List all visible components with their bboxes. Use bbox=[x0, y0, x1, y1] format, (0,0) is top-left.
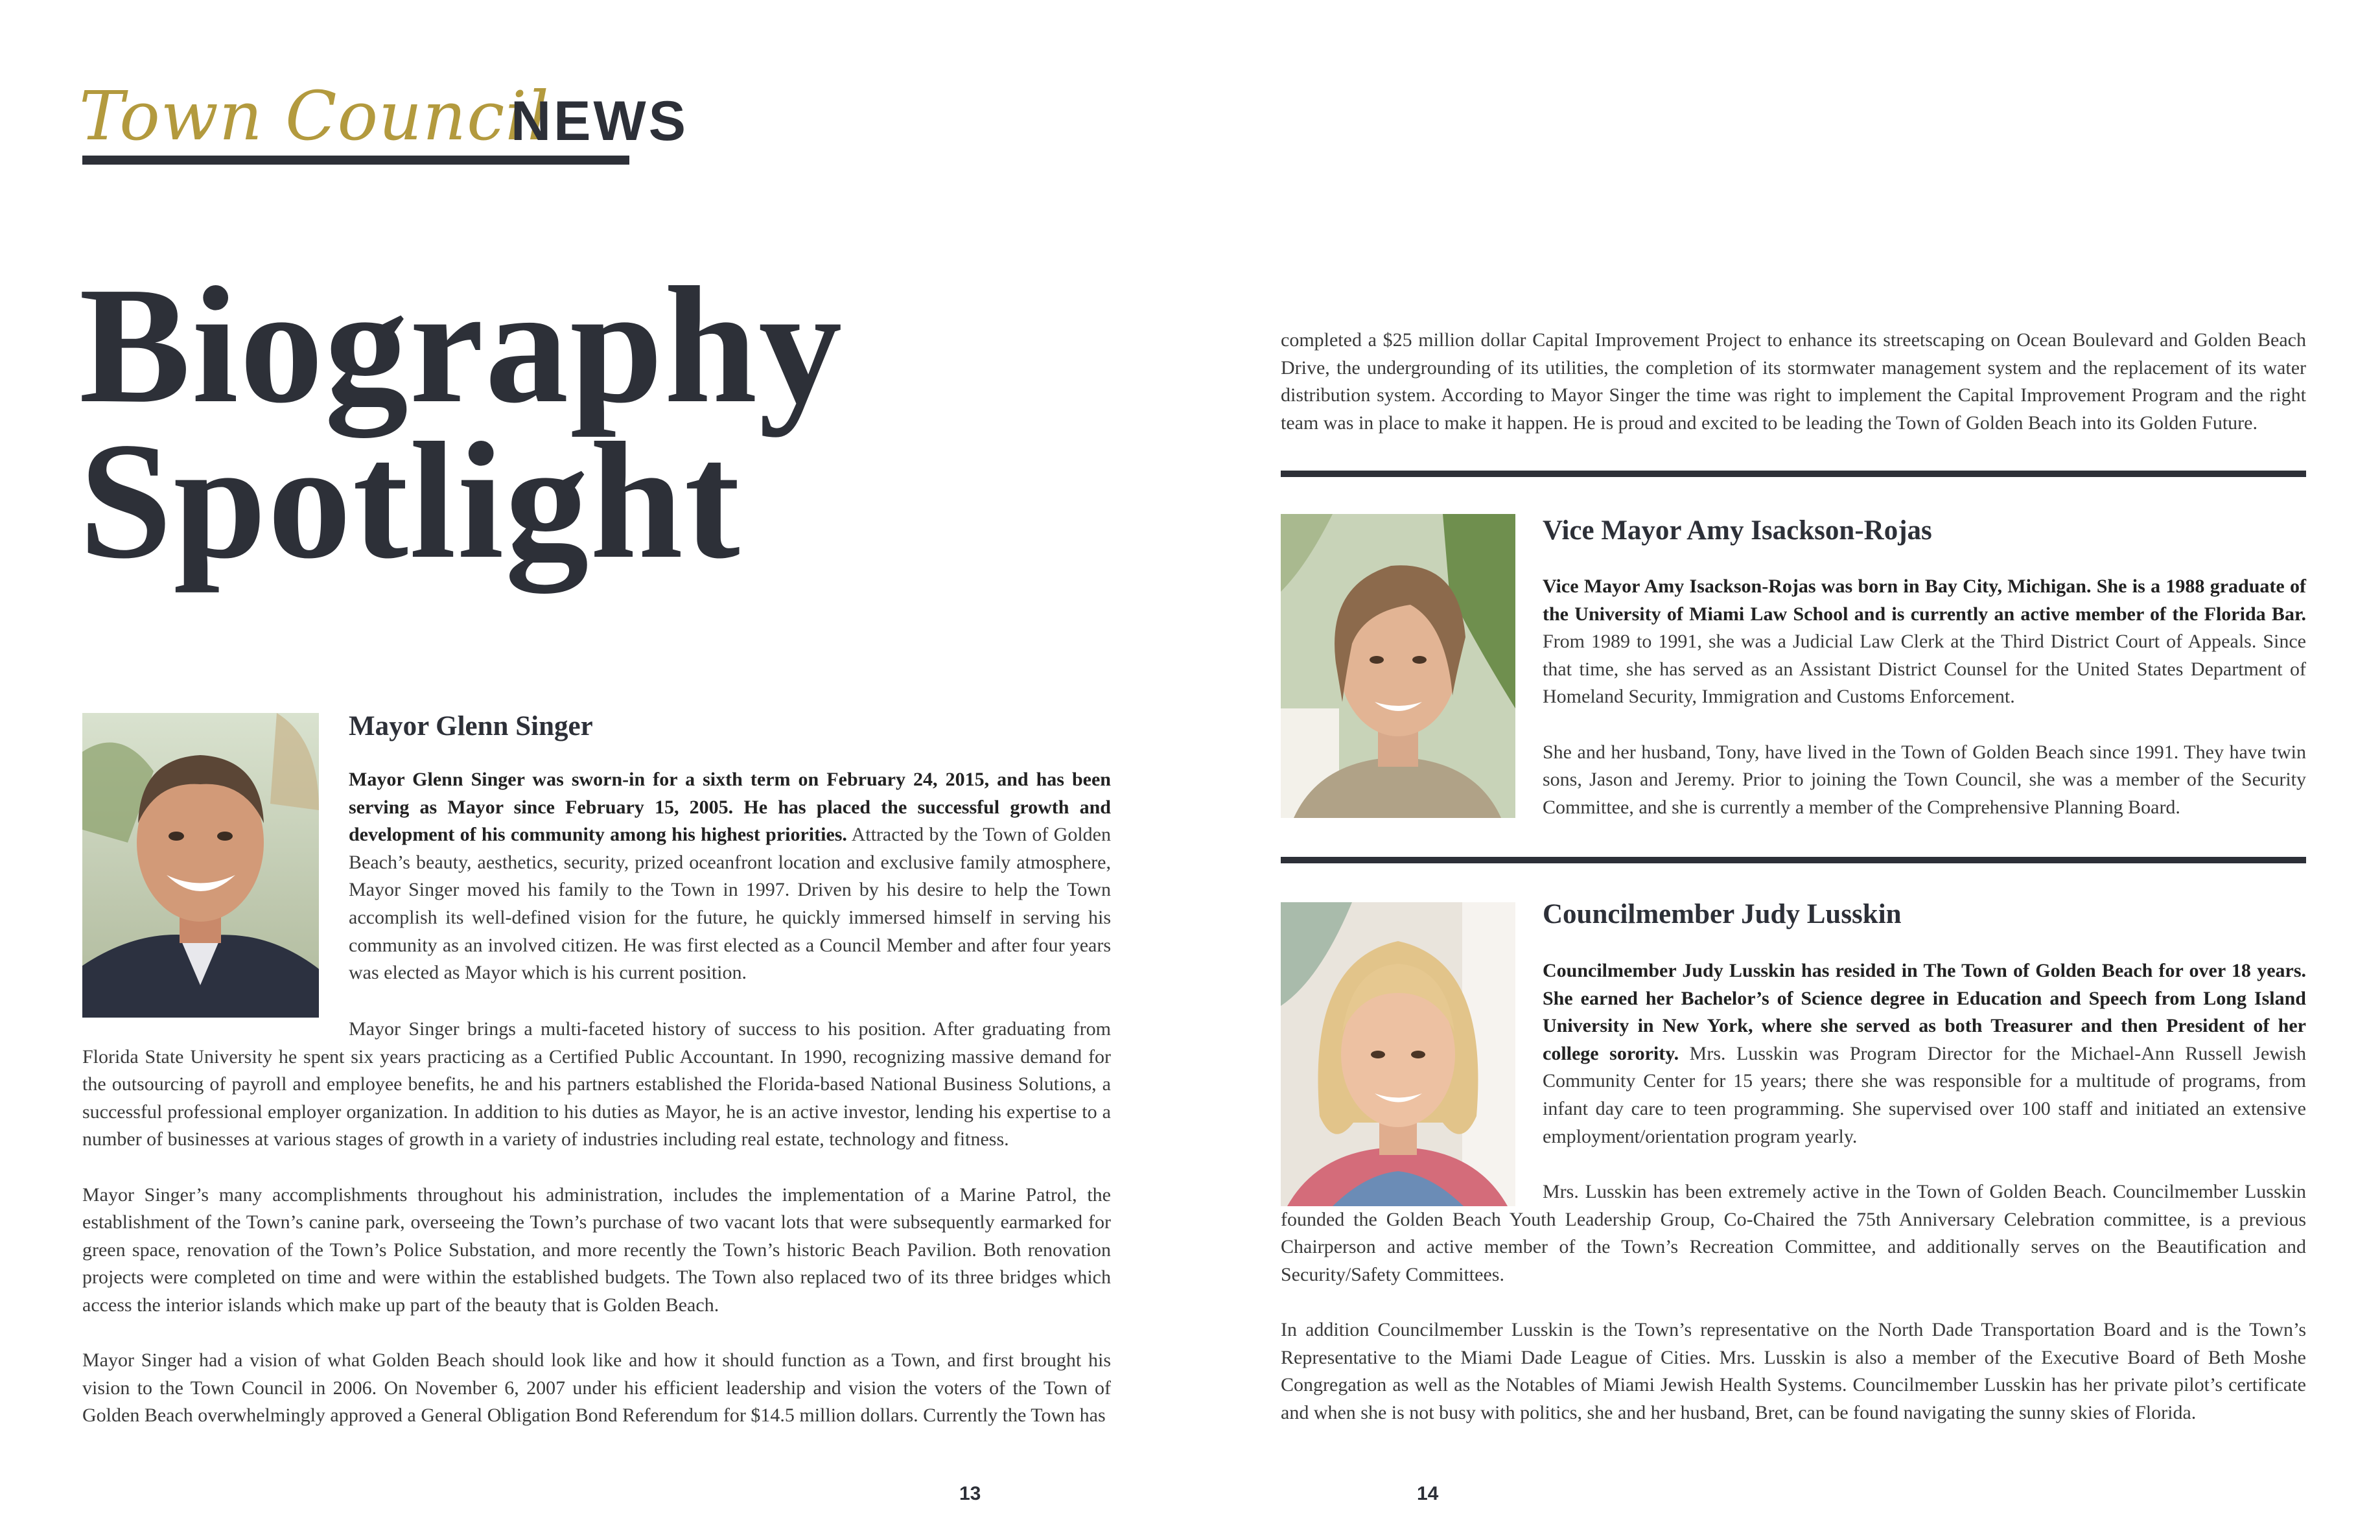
mayor-body bbox=[82, 1016, 1111, 1430]
councilmember-intro-rest: Mrs. Lusskin was Program Director for the Michael-Ann Russell Jewish Community Center for 15 years; there she was responsible for a multitude of programs, from infant day care to teen programming. She supervised over 100 staff and initiated an extensive employment/orientation program yearly. bbox=[1543, 1042, 2306, 1147]
councilmember-photo bbox=[1281, 902, 1515, 1206]
page-title-line1: Biography bbox=[79, 252, 844, 438]
vice-mayor-body bbox=[1543, 573, 2306, 821]
section-divider-1 bbox=[1281, 471, 2306, 477]
councilmember-portrait-illustration bbox=[1281, 902, 1515, 1206]
masthead-news-label: NEWS bbox=[511, 90, 688, 152]
section-divider-2 bbox=[1281, 857, 2306, 863]
masthead-script-title: Town Council bbox=[79, 76, 550, 156]
vice-mayor-photo bbox=[1281, 514, 1515, 818]
councilmember-paragraph-3: In addition Councilmember Lusskin is the Town’s representative on the North Dade Transportation Board and is the Town’s Representative to the Miami Dade League of Cities. Mrs. Lusskin is also a member of the Executive Board of Beth Moshe Congregation as well as the Notables of Miami Jewish Health Systems. Councilmember Lusskin has her private pilot’s certificate and when she is not busy with politics, she and her husband, Bret, can be found navigating the sunny skies of Florida. bbox=[1281, 1318, 2306, 1423]
mayor-intro-rest: Attracted by the Town of Golden Beach’s beauty, aesthetics, security, prized oceanfront location and exclusive family atmosphere, Mayor Singer moved his family to the Town in 1997. Driven by his desire to help the Town accomplish its well-defined vision for the future, he quickly immersed himself in serving his community as an involved citizen. He was first elected as a Council Member and after four years was elected as Mayor which is his current position. bbox=[349, 824, 1111, 984]
mayor-paragraph-4: Mayor Singer had a vision of what Golden Beach should look like and how it should function as a Town, and first brought his vision to the Town Council in 2006. On November 6, 2007 under his efficient leadership and vision the voters of the Town of Golden Beach overwhelmingly approved a General Obligation Bond Referendum for $14.5 million dollars. Currently the Town has bbox=[82, 1349, 1111, 1427]
vice-mayor-portrait-illustration bbox=[1281, 514, 1515, 818]
mayor-intro bbox=[349, 766, 1111, 987]
mayor-portrait-illustration bbox=[82, 713, 319, 1018]
vice-mayor-paragraph-2: She and her husband, Tony, have lived in the Town of Golden Beach since 1991. They have twin sons, Jason and Jeremy. Prior to joining the Town Council, she was a member of the Security Committee, and she is currently a member of the Comprehensive Planning Board. bbox=[1543, 741, 2306, 818]
councilmember-heading: Councilmember Judy Lusskin bbox=[1543, 899, 1902, 929]
vice-mayor-heading: Vice Mayor Amy Isackson-Rojas bbox=[1543, 515, 1932, 546]
councilmember-intro-bold: Councilmember Judy Lusskin has resided in The Town of Golden Beach for over 18 years. She earned her Bachelor’s of Science degree in Education and Speech from Long Island University in New York, where she served as both Treasurer and then President of her college sorority. bbox=[1543, 960, 2306, 1064]
page-title-line2: Spotlight bbox=[79, 408, 741, 593]
mayor-paragraph-3: Mayor Singer’s many accomplishments throughout his administration, includes the implementation of a Marine Patrol, the establishment of the Town’s canine park, overseeing the Town’s purchase of two vacant lots that were subsequently earmarked for green space, renovation of the Town’s Police Substation, and more recently the Town’s historic Beach Pavilion. Both renovation projects were completed on time and were within the established budgets. The Town also replaced two of its three bridges which access the interior islands which make up part of the beauty that is Golden Beach. bbox=[82, 1184, 1111, 1316]
masthead-underline bbox=[82, 156, 629, 165]
mayor-continued: completed a $25 million dollar Capital Improvement Project to enhance its streetscaping on Ocean Boulevard and Golden Beach Drive, the undergrounding of its utilities, the completion of its stormwater management system and the replacement of its water distribution system. According to Mayor Singer the time was right to implement the Capital Improvement Program and the right team was in place to make it happen. He is proud and excited to be leading the Town of Golden Beach into its Golden Future. bbox=[1281, 329, 2306, 434]
councilmember-paragraph-2: Mrs. Lusskin has been extremely active in the Town of Golden Beach. Councilmember Lusskin founded the Golden Beach Youth Leadership Group, Co-Chaired the 75th Anniversary Celebration committee, is a previous Chairperson and active member of the Town’s Recreation Committee, and additionally serves on the Beautification and Security/Safety Committees. bbox=[1281, 1181, 2306, 1285]
councilmember-intro bbox=[1543, 957, 2306, 1150]
mayor-photo bbox=[82, 713, 319, 1018]
vice-mayor-intro-rest: From 1989 to 1991, she was a Judicial Law Clerk at the Third District Court of Appeals. Since that time, she has served as an Assistant District Counsel for the United States Department of Homeland Security, Immigration and Customs Enforcement. bbox=[1543, 631, 2306, 708]
page-number-right: 14 bbox=[1417, 1483, 1439, 1504]
vice-mayor-intro-bold: Vice Mayor Amy Isackson-Rojas was born in Bay City, Michigan. She is a 1988 graduate of the University of Miami Law School and is currently an active member of the Florida Bar. bbox=[1543, 576, 2306, 625]
councilmember-body bbox=[1281, 1178, 2306, 1427]
page-number-left: 13 bbox=[959, 1483, 981, 1504]
mayor-heading: Mayor Glenn Singer bbox=[349, 711, 593, 741]
mayor-intro-bold: Mayor Glenn Singer was sworn-in for a sixth term on February 24, 2015, and has been serving as Mayor since February 15, 2005. He has placed the successful growth and development of his community among his highest priorities. bbox=[349, 769, 1111, 846]
page-title bbox=[79, 252, 844, 593]
mayor-paragraph-2: Mayor Singer brings a multi-faceted history of success to his position. After graduating from Florida State University he spent six years practicing as a Certified Public Accountant. In 1990, recognizing massive demand for the outsourcing of payroll and employee benefits, he and his partners established the Florida-based National Business Solutions, a successful professional employer organization. In addition to his duties as Mayor, he is an active investor, lending his expertise to a number of businesses at various stages of growth in a variety of industries including real estate, technology and fitness. bbox=[82, 1018, 1111, 1150]
